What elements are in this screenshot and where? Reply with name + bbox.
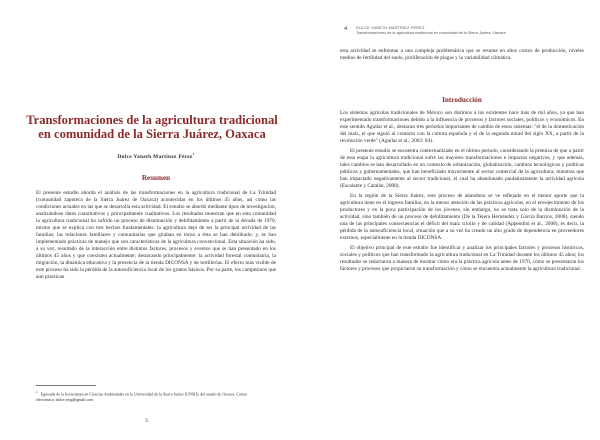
footnote [36,390,256,402]
footnote-rule [36,385,96,386]
introduction-heading: Introducción [442,96,482,104]
running-head-author: DULCE YANETH MARTÍNEZ PÉREZ [356,26,425,30]
page-number-left: 3 [145,418,148,424]
author-footnote-mark: 1 [192,152,195,156]
running-head [356,26,582,36]
intro-paragraph-4: El objetivo principal de este estudio fue identificar y analizar los principales factores y procesos históricos, sociales y políticos que han transformado la agricultura tradicional en La Trinidad durante los últimos 45 años; los resultados se redactaron a manera de mostrar cómo era la práctica agrícola antes de 1970, cómo se presentaron los factores y procesos que propiciaron su transformación y cómo se encuentra actualmente la agricultura tradicional. [340,245,584,272]
footnote-mark: 1 [36,390,38,394]
author-name [28,152,284,160]
intro-paragraph-1: Los sistemas agrícolas tradicionales de México son distintos a los existentes hace más de mil años, ya que han experimentado transformaciones debido a la influencia de procesos y factores sociales, políticos y económicos. En este sentido Aguilar et al., destacan tres periodos importantes de cambio de estos sistemas: "el de la domesticación del maíz, el que siguió al contacto con la cultura española y el de la segunda mitad del siglo XX, a partir de la revolución verde" (Aguilar et al., 2003: 84). [340,110,584,144]
continuation-text: esta actividad se enfrentan a una compleja problemática que se resume en altos costos de producción, niveles medios de fertilidad del suelo, proliferación de plagas y la variabilidad climática. [340,48,584,61]
intro-paragraph-2: El presente estudio se encuentra contextualizado en el último periodo, considerando la premisa de que a partir de esta etapa la agricultura tradicional sufre las mayores transformaciones e impactos negativos, y que además, tales cambios se han desarrollado en un contexto de urbanización, globalización, cambios tecnológicos y políticas públicas y gubernamentales, que han beneficiado mayormente al sector comercial de la agricultura, mientras que han impactado negativamente al sector tradicional, el cual ha abandonado paulatinamente la actividad agrícola (Escalante y Catalán, 2008). [340,148,584,189]
intro-paragraph-3: En la región de la Sierra Juárez, este proceso de abandono se ve reflejado en el menor aporte que la agricultura tiene en el ingreso familiar, en la menor atención de las prácticas agrícolas, en el envejecimiento de los productores y en la poca participación de los jóvenes, sin embargo, no se trata solo de la disminución de la actividad, sino también de un proceso de debilitamiento (De la Tejera Hernández y García Barrios, 2008), siendo una de las principales consecuencias el déficit del maíz criollo y de calidad (Appendini et al., 2008), es decir, la pérdida de la autosuficiencia local, situación que a su vez ha creado un alto grado de dependencia en proveedores externos, especialmente en la tienda DICONSA. [340,193,584,241]
abstract-heading: Resumen [141,174,171,182]
running-head-title: Transformaciones de la agricultura tradicional en comunidad de la Sierra Juárez, Oaxaca [356,31,506,35]
title-line-2: en comunidad de la Sierra Juárez, Oaxaca [38,127,266,141]
introduction-body [340,110,584,273]
page-number-right: 4 [344,26,347,32]
title-line-1: Transformaciones de la agricultura tradicional [26,113,278,127]
author-text: Dulce Yaneth Martínez Pérez [117,153,193,160]
abstract-text: El presente estudio aborda el análisis de las transformaciones en la agricultura tradicional de La Trinidad (comunidad zapoteca de la Sierra Juárez de Oaxaca) acontecidas en los últimos 45 años, así como las condiciones actuales en las que se desarrolla esta actividad. El estudio se abordó mediante tipos de investigación, analizándose datos cuantitativos y principalmente cualitativos. Los resultados muestran que en esta comunidad la agricultura tradicional ha sufrido un proceso de disminución y debilitamiento a partir de la década de 1970, mismo que se explica con tres hechos fundamentales: la agricultura dejó de ser la principal actividad de las familias; las relaciones familiares y comunitarias que giraban en torno a ésta se han debilitado; y, se han implementado prácticas de manejo que son características de la agricultura convencional. Esta situación ha sido, a su vez, resultado de la interacción entre distintos factores, procesos y eventos que se han presentado en los últimos 45 años y que coexisten actualmente; destacando principalmente: la actividad forestal comunitaria, la migración, la dinámica educativa y la presencia de la tienda DICONSA y de tortillerías. El efecto más visible de este proceso ha sido la pérdida de la autosuficiencia local de los granos básicos. Por su parte, los campesinos que aun practican [36,190,276,280]
footnote-text: Egresada de la licenciatura en Ciencias Ambientales en la Universidad de la Sierra Juárez (UNSIJ), del estado de Oaxaca. Correo electrónico: dulce.ymp@gmail.com [36,391,248,402]
article-title [20,113,284,141]
